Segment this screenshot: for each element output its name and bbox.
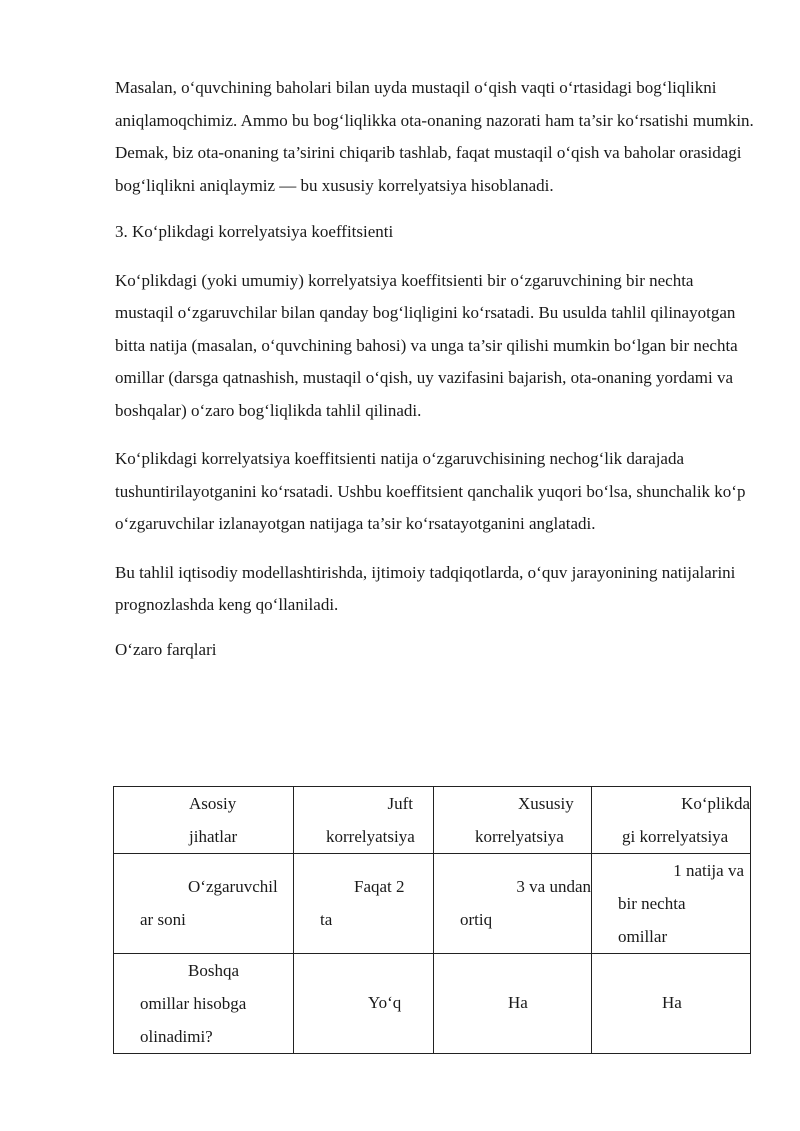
document-page (115, 72, 755, 666)
paragraph-multiple-correlation-definition: Ko‘plikdagi (yoki umumiy) korrelyatsiya koeffitsienti bir o‘zgaruvchining bir nechta mustaqil o‘zgaruvchilar bilan qanday bog‘liqligini ko‘rsatadi. Bu usulda tahlil qilinayotgan bitta natija (masalan, o‘quvchining bahosi) va unga ta’sir qilishi mumkin bo‘lgan bir nechta omillar (darsga qatnashish, mustaqil o‘qish, uy vazifasini bajarish, ota-onaning yordami va boshqalar) o‘zaro bog‘liqlikda tahlil qilinadi. (115, 270, 738, 420)
cell-line: Ha (662, 993, 682, 1012)
cell-line: 3 va undan (516, 877, 591, 896)
cell-line: ta (320, 910, 333, 929)
cell-line: Juft (387, 794, 413, 813)
paragraph-partial-correlation-example: Masalan, o‘quvchining baholari bilan uyda mustaqil o‘qish vaqti o‘rtasidagi bog‘liqlikni aniqlamoqchimiz. Ammo bu bog‘liqlikka ota-onaning nazorati ham ta’sir ko‘rsatishi mumkin. Demak, biz ota-onaning ta’sirini chiqarib tashlab, faqat mustaqil o‘qish va baholar orasidagi bog‘liqlikni aniqlaymiz — bu xususiy korrelyatsiya hisoblanadi. (115, 78, 754, 195)
table-cell (434, 787, 592, 854)
table-cell (114, 787, 294, 854)
cell-line: O‘zgaruvchil (188, 877, 278, 896)
table-header-row (114, 787, 751, 854)
cell-line: ar soni (140, 910, 186, 929)
cell-line: Faqat 2 (354, 877, 405, 896)
table-cell (434, 954, 592, 1054)
cell-line: omillar hisobga (140, 994, 247, 1013)
table-row (114, 954, 751, 1054)
table-cell (434, 854, 592, 954)
section-heading-multiple-correlation: 3. Ko‘plikdagi korrelyatsiya koeffitsienti (115, 222, 394, 241)
cell-line: jihatlar (189, 827, 238, 846)
cell-line: omillar (618, 927, 668, 946)
cell-line: 1 natija va (673, 861, 744, 880)
cell-line: Xususiy (518, 794, 574, 813)
table-row (114, 854, 751, 954)
table-caption: O‘zaro farqlari (115, 639, 217, 659)
table-cell (114, 954, 294, 1054)
cell-line: Yo‘q (368, 993, 402, 1012)
cell-line: korrelyatsiya (326, 827, 415, 846)
table-cell (592, 854, 751, 954)
cell-line: Asosiy (189, 794, 237, 813)
table-cell (114, 854, 294, 954)
paragraph-applications: Bu tahlil iqtisodiy modellashtirishda, ijtimoiy tadqiqotlarda, o‘quv jarayonining natijalarini prognozlashda keng qo‘llaniladi. (115, 562, 736, 614)
table-cell (294, 787, 434, 854)
table-cell (294, 954, 434, 1054)
table-cell (592, 787, 751, 854)
cell-line: bir nechta (618, 894, 686, 913)
cell-line: Ko‘plikda (681, 794, 750, 813)
cell-line: Boshqa (188, 961, 239, 980)
paragraph-multiple-correlation-meaning: Ko‘plikdagi korrelyatsiya koeffitsienti natija o‘zgaruvchisining nechog‘lik darajada tushuntirilayotganini ko‘rsatadi. Ushbu koeffitsient qanchalik yuqori bo‘lsa, shunchalik ko‘p o‘zgaruvchilar izlanayotgan natijaga ta’sir ko‘rsatayotganini anglatadi. (115, 449, 746, 533)
cell-line: Ha (508, 993, 528, 1012)
comparison-table (113, 786, 751, 1054)
table-cell (294, 854, 434, 954)
cell-line: olinadimi? (140, 1027, 213, 1046)
cell-line: korrelyatsiya (475, 827, 564, 846)
cell-line: gi korrelyatsiya (622, 827, 729, 846)
table-cell (592, 954, 751, 1054)
cell-line: ortiq (460, 910, 493, 929)
